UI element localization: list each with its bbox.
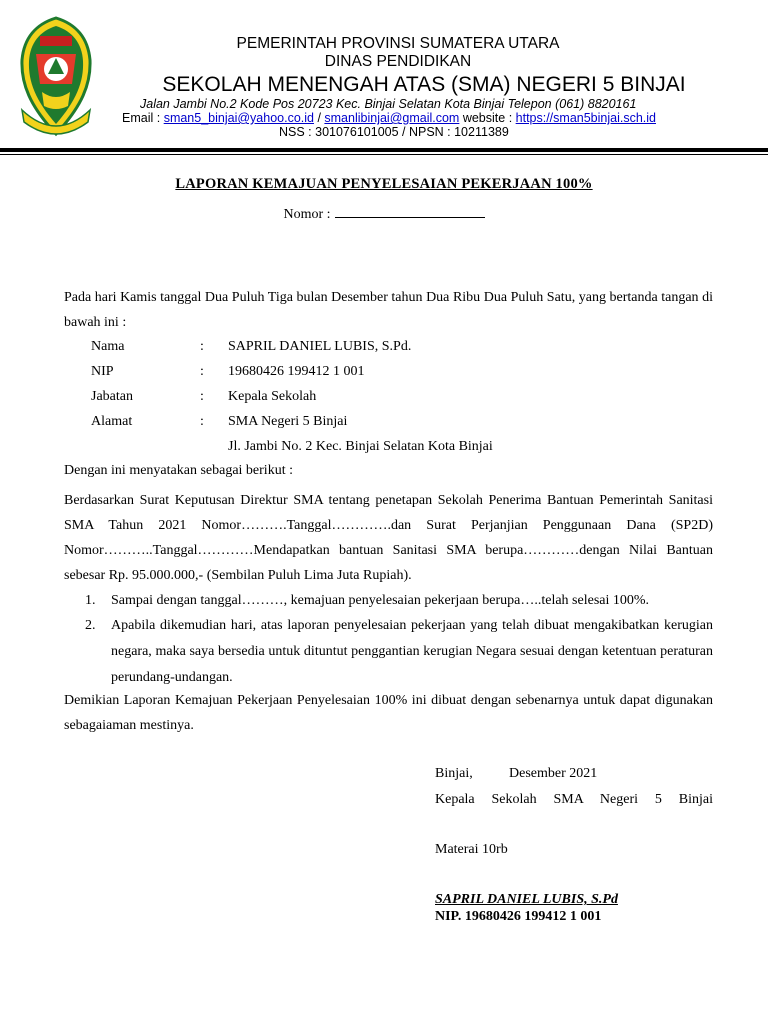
website-link[interactable]: https://sman5binjai.sch.id: [515, 111, 656, 125]
identity-sep: :: [200, 339, 204, 354]
signature-place: Binjai,: [435, 766, 473, 781]
identity-value-nama: SAPRIL DANIEL LUBIS, S.Pd.: [228, 339, 412, 354]
letterhead-thick-rule: [0, 148, 768, 152]
kop-government-line: PEMERINTAH PROVINSI SUMATERA UTARA: [236, 35, 560, 52]
statement-intro: Dengan ini menyatakan sebagai berikut :: [64, 463, 293, 478]
letterhead-thin-rule: [0, 154, 768, 155]
document-number: [0, 205, 768, 223]
identity-value-nip: 19680426 199412 1 001: [228, 364, 365, 379]
statement-body: Berdasarkan Surat Keputusan Direktur SMA tentang penetapan Sekolah Penerima Bantuan Pemerintah Sanitasi SMA Tahun 2021 Nomor……….Tanggal………….dan Surat Perjanjian Penggunaan Dana (SP2D) Nomor………..Tanggal…………Mendapatkan bantuan Sanitasi SMA berupa…………dengan Nilai Bantuan sebesar Rp. 95.000.000,- (Sembilan Puluh Lima Juta Rupiah).: [64, 493, 713, 583]
nomor-blank-line: [335, 205, 485, 218]
email-separator: /: [313, 111, 325, 125]
point-text: Apabila dikemudian hari, atas laporan penyelesaian pekerjaan yang telah dibuat mengakibatkan kerugian negara, maka saya bersedia untuk dituntut penggantian kerugian Negara sesuai dengan ketentuan peraturan perundang-undangan.: [111, 618, 713, 685]
document-title: LAPORAN KEMAJUAN PENYELESAIAN PEKERJAAN 100%: [175, 176, 593, 192]
signature-name: SAPRIL DANIEL LUBIS, S.Pd: [435, 892, 618, 907]
identity-label-nip: NIP: [91, 364, 114, 379]
signature-date: Desember 2021: [509, 766, 598, 781]
email-label: Email :: [122, 111, 164, 125]
point-number: 1.: [85, 593, 96, 608]
identity-value-jabatan: Kepala Sekolah: [228, 389, 317, 404]
kop-school-name: SEKOLAH MENENGAH ATAS (SMA) NEGERI 5 BINJAI: [162, 73, 686, 96]
point-number: 2.: [85, 618, 96, 633]
point-text: Sampai dengan tanggal………, kemajuan penyelesaian pekerjaan berupa…..telah selesai 100%.: [111, 593, 650, 608]
point-1: [85, 588, 713, 614]
signature-position: Kepala Sekolah SMA Negeri 5 Binjai: [435, 792, 713, 807]
signature-nip: NIP. 19680426 199412 1 001: [435, 909, 602, 924]
kop-department-line: DINAS PENDIDIKAN: [324, 53, 472, 70]
identity-sep: :: [200, 364, 204, 379]
point-2: [85, 613, 713, 691]
intro-paragraph: Pada hari Kamis tanggal Dua Puluh Tiga bulan Desember tahun Dua Ribu Dua Puluh Satu, yang bertanda tangan di bawah ini :: [64, 290, 713, 330]
identity-label-nama: Nama: [91, 339, 125, 354]
kop-address: Jalan Jambi No.2 Kode Pos 20723 Kec. Binjai Selatan Kota Binjai Telepon (061) 8820161: [140, 97, 637, 111]
kop-contact: [122, 111, 656, 125]
identity-sep: :: [200, 414, 204, 429]
identity-sep: :: [200, 389, 204, 404]
email-link-yahoo[interactable]: sman5_binjai@yahoo.co.id: [163, 111, 314, 125]
website-label: website :: [459, 111, 516, 125]
identity-value-alamat-line2: Jl. Jambi No. 2 Kec. Binjai Selatan Kota Binjai: [228, 439, 493, 454]
identity-label-jabatan: Jabatan: [91, 389, 133, 404]
identity-label-alamat: Alamat: [91, 414, 133, 429]
closing-paragraph: Demikian Laporan Kemajuan Pekerjaan Penyelesaian 100% ini dibuat dengan sebenarnya untuk dapat digunakan sebagaiaman mestinya.: [64, 693, 713, 733]
email-link-gmail[interactable]: smanlibinjai@gmail.com: [324, 111, 460, 125]
identity-value-alamat: SMA Negeri 5 Binjai: [228, 414, 348, 429]
signature-materai: Materai 10rb: [435, 842, 508, 857]
kop-nss: NSS : 301076101005 / NPSN : 10211389: [279, 125, 509, 139]
nomor-label: Nomor :: [283, 207, 331, 222]
